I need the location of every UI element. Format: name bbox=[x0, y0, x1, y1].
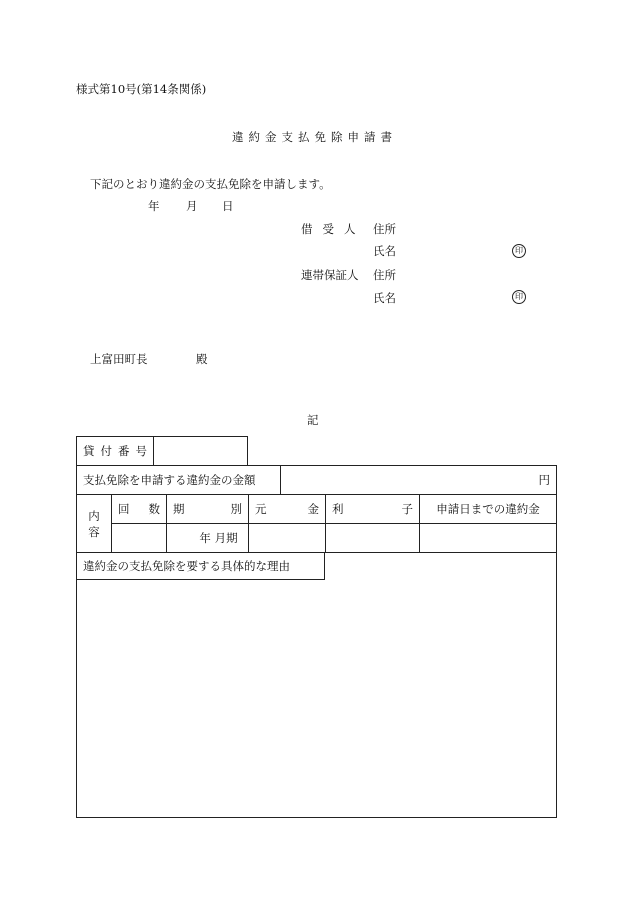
header-principal-char-2: 金 bbox=[307, 502, 319, 516]
period-field[interactable]: 年 月期 bbox=[166, 523, 248, 552]
amount-label: 支払免除を申請する違約金の金額 bbox=[76, 465, 280, 494]
header-interest bbox=[325, 494, 419, 523]
addressee-name: 上富田町長 bbox=[90, 352, 148, 366]
header-penalty-to-date: 申請日までの違約金 bbox=[419, 494, 557, 523]
guarantor-address-label: 住所 bbox=[373, 268, 396, 282]
reason-field[interactable] bbox=[76, 552, 557, 818]
header-interest-char-1: 利 bbox=[332, 502, 344, 516]
application-table bbox=[76, 436, 557, 818]
document-title: 違約金支払免除申請書 bbox=[232, 130, 397, 144]
loan-number-label bbox=[76, 436, 153, 465]
addressee-honorific: 殿 bbox=[196, 352, 208, 366]
penalty-field[interactable] bbox=[419, 523, 557, 552]
header-count bbox=[111, 494, 166, 523]
date-month-label: 月 bbox=[186, 199, 198, 213]
detail-label bbox=[76, 494, 111, 552]
guarantor-seal-mark: 印 bbox=[512, 290, 526, 304]
intro-text: 下記のとおり違約金の支払免除を申請します。 bbox=[90, 177, 331, 191]
date-day-label: 日 bbox=[222, 199, 234, 213]
borrower-address-label: 住所 bbox=[373, 222, 396, 236]
detail-label-char-1: 内 bbox=[88, 508, 100, 523]
detail-label-char-2: 容 bbox=[88, 524, 100, 539]
header-count-char-2: 数 bbox=[148, 502, 160, 516]
guarantor-name-label: 氏名 bbox=[373, 291, 396, 305]
header-period bbox=[166, 494, 248, 523]
loan-number-label-char-4: 号 bbox=[135, 444, 153, 458]
header-principal bbox=[248, 494, 325, 523]
borrower-seal-mark: 印 bbox=[512, 244, 526, 258]
loan-number-field[interactable] bbox=[153, 436, 248, 465]
header-interest-char-2: 子 bbox=[401, 502, 413, 516]
count-field[interactable] bbox=[111, 523, 166, 552]
interest-field[interactable] bbox=[325, 523, 419, 552]
header-count-char-1: 回 bbox=[118, 502, 130, 516]
loan-number-label-char-3: 番 bbox=[118, 444, 136, 458]
ki-label: 記 bbox=[307, 413, 319, 427]
borrower-name-label: 氏名 bbox=[373, 244, 396, 258]
header-period-char-1: 期 bbox=[173, 502, 185, 516]
loan-number-label-char-1: 貸 bbox=[83, 444, 101, 458]
borrower-role: 借受人 bbox=[301, 222, 366, 236]
date-year-label: 年 bbox=[148, 199, 160, 213]
amount-unit[interactable]: 円 bbox=[280, 465, 557, 494]
loan-number-label-char-2: 付 bbox=[100, 444, 118, 458]
reason-label: 違約金の支払免除を要する具体的な理由 bbox=[76, 552, 325, 580]
header-period-char-2: 別 bbox=[230, 502, 242, 516]
guarantor-role: 連帯保証人 bbox=[301, 268, 359, 282]
form-number: 様式第10号(第14条関係) bbox=[76, 82, 207, 96]
principal-field[interactable] bbox=[248, 523, 325, 552]
header-principal-char-1: 元 bbox=[255, 502, 267, 516]
